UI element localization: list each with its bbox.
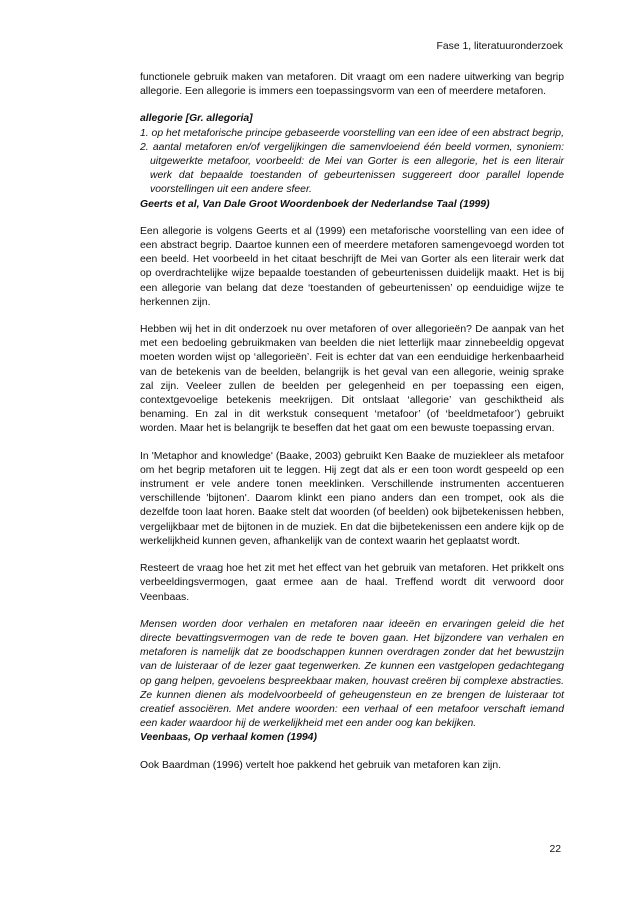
paragraph-baardman: Ook Baardman (1996) vertelt hoe pakkend het gebruik van metaforen kan zijn. xyxy=(140,759,501,771)
definition-list xyxy=(140,127,564,198)
page-body xyxy=(140,71,564,786)
running-header: Fase 1, literatuuronderzoek xyxy=(436,41,563,52)
paragraph-metaforen-of-allegorieen: Hebben wij het in dit onderzoek nu over metaforen of over allegorieën? De aanpak van het met een bedoeling gebruikmaken van beelden die niet letterlijk maar zinnebeeldig opgevat moeten worden wijst op ‘allegorieën’. Feit is echter dat van een eenduidige herkenbaarheid van de betekenis van de beelden, belangrijk is het geval van een allegorie, weinig sprake zal zijn. Veeleer zullen de beelden per gelegenheid en per toepassing een eigen, contextgevoelige betekenis meekrijgen. Dit ontslaat ‘allegorie’ van geschiktheid als benaming. En zal in dit werkstuk consequent ‘metafoor’ (of ‘beeldmetafoor’) gebruikt worden. Maar het is belangrijk te beseffen dat het gaat om een bewuste toepassing ervan. xyxy=(140,324,564,435)
definition-item-1: 1. op het metaforische principe gebaseerde voorstelling van een idee of een abstract begrip, xyxy=(140,127,564,139)
definition-source: Geerts et al, Van Dale Groot Woordenboek der Nederlandse Taal (1999) xyxy=(140,198,490,210)
paragraph-allegorie: Een allegorie is volgens Geerts et al (1999) een metaforische voorstelling van een idee of een abstract begrip. Daartoe kunnen een of meerdere metaforen samengevoegd worden tot een beeld. Het voorbeeld in het citaat beschrijft de Mei van Gorter als een literair werk dat op overdrachtelijke wijze bepaalde toestanden of gebeurtenissen duidelijk maakt. Het is bij een allegorie van belang dat deze ‘toestanden of gebeurtenissen’ op eenduidige wijze te herkennen zijn. xyxy=(140,225,564,308)
definition-term: allegorie [Gr. allegoria] xyxy=(140,113,253,125)
quote-source: Veenbaas, Op verhaal komen (1994) xyxy=(140,732,317,744)
paragraph-intro: functionele gebruik maken van metaforen. Dit vraagt om een nadere uitwerking van begrip allegorie. Een allegorie is immers een toepassingsvorm van een of meerdere metaforen. xyxy=(140,72,564,98)
definition-block xyxy=(140,112,564,211)
definition-item-2: 2. aantal metaforen en/of vergelijkingen die samenvloeiend één beeld vormen, synoniem: uitgewerkte metafoor, voorbeeld: de Mei van Gorter is een allegorie, het is een literair werk dat bepaalde toestanden of gebeurtenissen suggereert door parallel lopende voorstellingen uit een andere sfeer. xyxy=(140,141,564,196)
quote-block xyxy=(140,618,564,746)
paragraph-baake: In 'Metaphor and knowledge' (Baake, 2003) gebruikt Ken Baake de muziekleer als metafoor om het begrip metaforen uit te leggen. Hij zegt dat als er een toon wordt gespeeld op een instrument er vele andere tonen meeklinken. Verschillende instrumenten accentueren verschillende 'bijtonen'. Daarom klinkt een piano anders dan een trompet, ook als die dezelfde toon laat horen. Baake stelt dat woorden (of beelden) ook bijbetekenissen hebben, vergelijkbaar met de bijtonen in de muziek. En dat die bijbetekenissen een andere kijk op de werkelijkheid kunnen geven, afhankelijk van de context waarin het geplaatst wordt. xyxy=(140,450,564,547)
page-number: 22 xyxy=(549,844,561,855)
quote-text: Mensen worden door verhalen en metaforen naar ideeën en ervaringen geleid die het directe bevattingsvermogen van de rede te boven gaan. Het bijzondere van verhalen en metaforen is namelijk dat ze boodschappen kunnen overdragen zonder dat het bewustzijn van de luisteraar of de lezer gaat tegenwerken. Ze kunnen een vastgelopen gedachtegang op gang helpen, gevoelens bespreekbaar maken, houvast creëren bij complexe abstracties. Ze kunnen dienen als modelvoorbeeld of geheugensteun en ze brengen de luisteraar tot creatief associëren. Met andere woorden: een verhaal of een metafoor verschaft iemand een kader waardoor hij de werkelijkheid met een ander oog kan bekijken. xyxy=(140,618,564,730)
paragraph-effect: Resteert de vraag hoe het zit met het effect van het gebruik van metaforen. Het prikkelt ons verbeeldingsvermogen, gaat ermee aan de haal. Treffend wordt dit verwoord door Veenbaas. xyxy=(140,563,564,603)
